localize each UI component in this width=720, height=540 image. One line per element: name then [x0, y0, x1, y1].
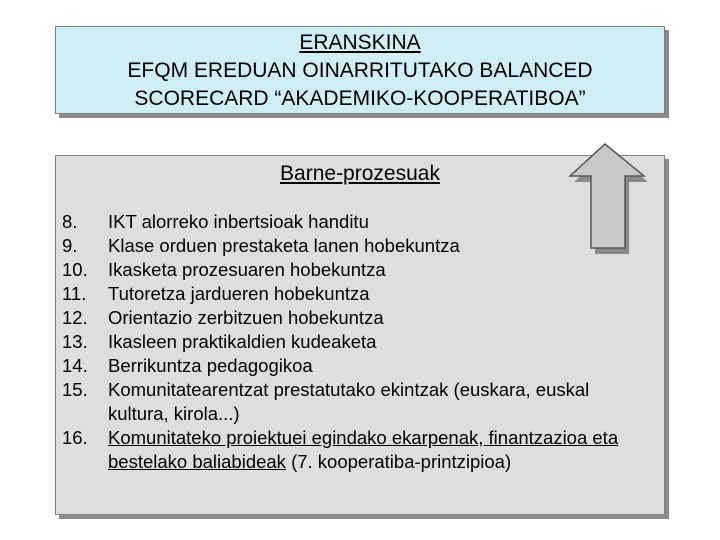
- item-number: 10.: [62, 259, 88, 280]
- item-text: [108, 426, 652, 474]
- title-box: [55, 26, 665, 114]
- list-item: [62, 330, 652, 354]
- item-number: 12.: [62, 307, 88, 328]
- item-text: Tutoretza jardueren hobekuntza: [108, 283, 370, 304]
- title-line-1: ERANSKINA: [299, 31, 421, 54]
- item-text-rest: (7. kooperatiba-printzipioa): [285, 451, 512, 472]
- list-item: [62, 306, 652, 330]
- list-item: [62, 282, 652, 306]
- up-arrow-icon: [560, 140, 650, 260]
- title-line-3: SCORECARD “AKADEMIKO-KOOPERATIBOA”: [134, 87, 586, 110]
- item-number: 11.: [62, 283, 87, 304]
- list-item: [62, 378, 652, 426]
- item-number: 8.: [62, 211, 78, 232]
- item-text: Ikasketa prozesuaren hobekuntza: [108, 259, 386, 280]
- item-number: 15.: [62, 379, 88, 400]
- list-item: [62, 354, 652, 378]
- list-item: [62, 426, 652, 474]
- item-number: 13.: [62, 331, 88, 352]
- title-line-2: EFQM EREDUAN OINARRITUTAKO BALANCED: [127, 59, 593, 82]
- item-text: Komunitatearentzat prestatutako ekintzak (euskara, euskal kultura, kirola...): [108, 379, 590, 424]
- item-text: IKT alorreko inbertsioak handitu: [108, 211, 369, 232]
- list-item: [62, 258, 652, 282]
- item-number: 14.: [62, 355, 88, 376]
- section-heading: Barne-prozesuak: [280, 162, 440, 185]
- item-text-underlined: Komunitateko proiektuei egindako ekarpenak, finantzazioa eta bestelako baliabideak: [108, 427, 619, 472]
- item-number: 16.: [62, 427, 88, 448]
- item-text: Orientazio zerbitzuen hobekuntza: [108, 307, 384, 328]
- item-text: Ikasleen praktikaldien kudeaketa: [108, 331, 377, 352]
- item-number: 9.: [62, 235, 78, 256]
- item-text: Klase orduen prestaketa lanen hobekuntza: [108, 235, 460, 256]
- item-text: Berrikuntza pedagogikoa: [108, 355, 313, 376]
